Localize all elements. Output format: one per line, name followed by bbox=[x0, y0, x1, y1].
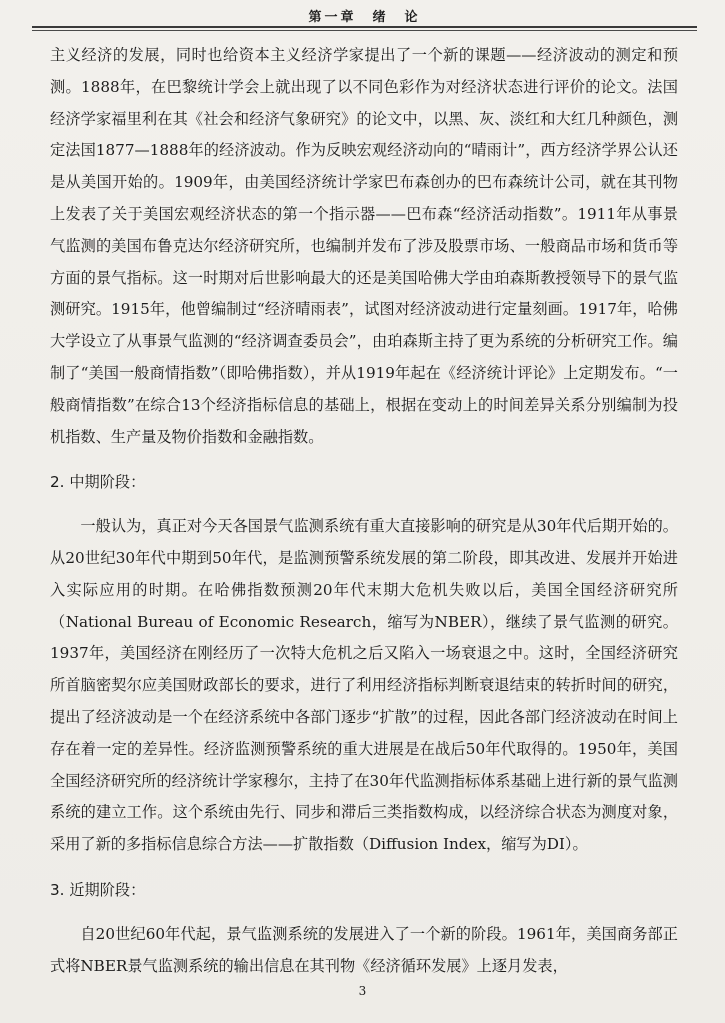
section-heading-midterm: 2. 中期阶段： bbox=[50, 473, 146, 492]
running-header bbox=[32, 0, 697, 28]
paragraph-recent: 自20世纪60年代起，景气监测系统的发展进入了一个新的阶段。1961年，美国商务部正式将NBER景气监测系统的输出信息在其刊物《经济循环发展》上逐月发表， bbox=[50, 924, 678, 975]
paragraph-midterm: 一般认为，真正对今天各国景气监测系统有重大直接影响的研究是从30年代后期开始的。从20世纪30年代中期到50年代，是监测预警系统发展的第二阶段，即其改进、发展并开始进入实际应用的时期。在哈佛指数预测20年代末期大危机失败以后，美国全国经济研究所（National Bureau of Economic Research，缩写为NBER），继续了景气监测的研究。1937年，美国经济在刚经历了一次特大危机之后又陷入一场衰退之中。这时，全国经济研究所首脑密契尔应美国财政部长的要求，进行了利用经济指标判断衰退结束的转折时间的研究，提出了经济波动是一个在经济系统中各部门逐步“扩散”的过程，因此各部门经济波动在时间上存在着一定的差异性。经济监测预警系统的重大进展是在战后50年代取得的。1950年，美国全国经济研究所的经济统计学家穆尔，主持了在30年代监测指标体系基础上进行新的景气监测系统的建立工作。这个系统由先行、同步和滞后三类指数构成，以经济综合状态为测度对象，采用了新的多指标信息综合方法——扩散指数（Diffusion Index，缩写为DI）。 bbox=[50, 517, 678, 854]
body-text bbox=[50, 40, 678, 982]
header-rule bbox=[32, 30, 697, 31]
paragraph-continued: 主义经济的发展，同时也给资本主义经济学家提出了一个新的课题——经济波动的测定和预测。1888年，在巴黎统计学会上就出现了以不同色彩作为对经济状态进行评价的论文。法国经济学家福里利在其《社会和经济气象研究》的论文中，以黑、灰、淡红和大红几种颜色，测定法国1877—1888年的经济波动。作为反映宏观经济动向的“晴雨计”，西方经济学界公认还是从美国开始的。1909年，由美国经济统计学家巴布森创办的巴布森统计公司，就在其刊物上发表了关于美国宏观经济状态的第一个指示器——巴布森“经济活动指数”。1911年从事景气监测的美国布鲁克达尔经济研究所，也编制并发布了涉及股票市场、一般商品市场和货币等方面的景气指标。这一时期对后世影响最大的还是美国哈佛大学由珀森斯教授领导下的景气监测研究。1915年，他曾编制过“经济晴雨表”，试图对经济波动进行定量刻画。1917年，哈佛大学设立了从事景气监测的“经济调查委员会”，由珀森斯主持了更为系统的分析研究工作。编制了“美国一般商情指数”（即哈佛指数），并从1919年起在《经济统计评论》上定期发布。“一般商情指数”在综合13个经济指标信息的基础上，根据在变动上的时间差异关系分别编制为投机指数、生产量及物价指数和金融指数。 bbox=[50, 46, 678, 446]
running-header-text: 第一章 绪 论 bbox=[308, 10, 421, 25]
page-number: 3 bbox=[358, 984, 367, 998]
section-heading-recent: 3. 近期阶段： bbox=[50, 880, 146, 899]
